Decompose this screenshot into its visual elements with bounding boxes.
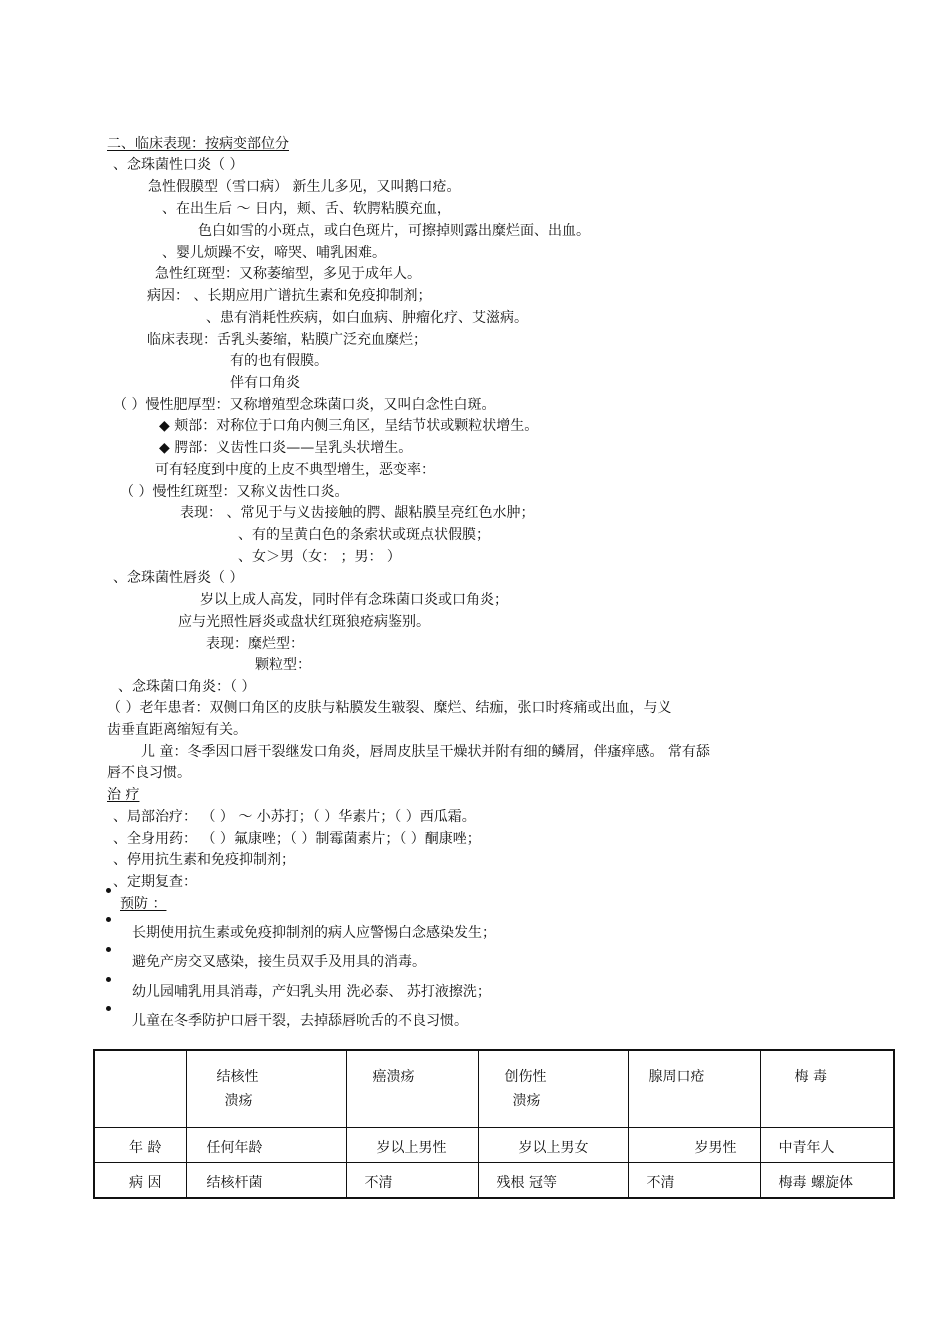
text-line: 唇不良习惯。 xyxy=(107,765,191,781)
text-line: 有的也有假膜。 xyxy=(230,353,328,369)
text-line: 、局部治疗： （ ） ～ 小苏打；（ ）华素片；（ ）西瓜霜。 xyxy=(113,809,476,825)
table-header-cell: 梅 毒 xyxy=(760,1050,894,1128)
table-row xyxy=(94,1128,894,1163)
text-line: 病因： 、长期应用广谱抗生素和免疫抑制剂； xyxy=(147,288,432,304)
text-line: 、婴儿烦躁不安，啼哭、哺乳困难。 xyxy=(162,245,386,261)
comparison-table xyxy=(93,1049,895,1199)
table-cell: 不清 xyxy=(628,1163,760,1199)
text-line: 长期使用抗生素或免疫抑制剂的病人应警惕白念感染发生； xyxy=(132,925,496,941)
text-line: 、有的呈黄白色的条索状或斑点状假膜； xyxy=(238,527,490,543)
text-line: 齿垂直距离缩短有关。 xyxy=(107,722,247,738)
text-line: 急性红斑型：又称萎缩型，多见于成年人。 xyxy=(155,266,421,282)
text-line: 、停用抗生素和免疫抑制剂； xyxy=(113,852,295,868)
treatment-heading: 治 疗 xyxy=(107,787,140,803)
table-cell: 梅毒 螺旋体 xyxy=(760,1163,894,1199)
table-cell: 年 龄 xyxy=(94,1128,186,1163)
text-line: 、念珠菌性口炎（ ） xyxy=(113,157,244,173)
table-cell: 残根 冠等 xyxy=(478,1163,628,1199)
table-cell: 不清 xyxy=(346,1163,478,1199)
section-heading: 二、临床表现：按病变部位分 xyxy=(107,136,289,152)
text-line: 颗粒型： xyxy=(255,657,311,673)
text-line: ◆ 颊部：对称位于口角内侧三角区，呈结节状或颗粒状增生。 xyxy=(159,418,539,434)
text-line: 可有轻度到中度的上皮不典型增生，恶变率： xyxy=(155,462,435,478)
text-line: 色白如雪的小斑点，或白色斑片，可擦掉则露出糜烂面、出血。 xyxy=(198,223,590,239)
text-line: 、女＞男（女： ；男： ） xyxy=(238,549,401,565)
table-cell xyxy=(94,1050,186,1128)
text-line: 、念珠菌性唇炎（ ） xyxy=(113,570,244,586)
text-line: 、念珠菌口角炎：（ ） xyxy=(118,679,256,695)
table-header-cell: 结核性 溃疡 xyxy=(186,1050,346,1128)
table-header-cell: 创伤性 溃疡 xyxy=(478,1050,628,1128)
bullet-dot xyxy=(106,947,111,952)
text-line: 伴有口角炎 xyxy=(230,375,300,391)
bullet-dot xyxy=(106,888,111,893)
table-row xyxy=(94,1163,894,1199)
table-header-cell: 腺周口疮 xyxy=(628,1050,760,1128)
text-line: 应与光照性唇炎或盘状红斑狼疮病鉴别。 xyxy=(178,614,430,630)
text-line: （ ）慢性肥厚型：又称增殖型念珠菌口炎，又叫白念性白斑。 xyxy=(113,397,496,413)
text-line: （ ）老年患者：双侧口角区的皮肤与粘膜发生皲裂、糜烂、结痂，张口时疼痛或出血，与义 xyxy=(107,700,672,716)
text-line: 表现：糜烂型： xyxy=(206,636,304,652)
text-line: 岁以上成人高发，同时伴有念珠菌口炎或口角炎； xyxy=(200,592,508,608)
table-cell: 岁以上男性 xyxy=(346,1128,478,1163)
text-line: 、定期复查： xyxy=(113,874,197,890)
bullet-dot xyxy=(106,1006,111,1011)
text-line: 、患有消耗性疾病，如白血病、肿瘤化疗、艾滋病。 xyxy=(206,310,528,326)
table-cell: 病 因 xyxy=(94,1163,186,1199)
text-line: 急性假膜型（雪口病） 新生儿多见，又叫鹅口疮。 xyxy=(148,179,461,195)
text-line: ◆ 腭部：义齿性口炎——呈乳头状增生。 xyxy=(159,440,413,456)
text-line: 儿童在冬季防护口唇干裂，去掉舔唇吮舌的不良习惯。 xyxy=(132,1013,468,1029)
text-line: （ ）慢性红斑型：又称义齿性口炎。 xyxy=(120,484,349,500)
table-cell: 任何年龄 xyxy=(186,1128,346,1163)
prevention-heading: 预防 ： xyxy=(120,896,167,912)
table-header-row xyxy=(94,1050,894,1128)
bullet-dot xyxy=(106,977,111,982)
text-line: 、全身用药： （ ）氟康唑；（ ）制霉菌素片；（ ）酮康唑； xyxy=(113,831,481,847)
table-cell: 中青年人 xyxy=(760,1128,894,1163)
text-line: 儿 童：冬季因口唇干裂继发口角炎，唇周皮肤呈干燥状并附有细的鳞屑，伴瘙痒感。 常有舔 xyxy=(141,744,710,760)
table-cell: 岁以上男女 xyxy=(478,1128,628,1163)
text-line: 表现： 、常见于与义齿接触的腭、龈粘膜呈亮红色水肿； xyxy=(180,505,535,521)
text-line: 幼儿园哺乳用具消毒，产妇乳头用 洗必泰、 苏打液擦洗； xyxy=(132,984,491,1000)
text-line: 、在出生后 ～ 日内，颊、舌、软腭粘膜充血， xyxy=(162,201,451,217)
bullet-dot xyxy=(106,917,111,922)
text-line: 避免产房交叉感染，接生员双手及用具的消毒。 xyxy=(132,954,426,970)
table-cell: 岁男性 xyxy=(628,1128,760,1163)
text-line: 临床表现：舌乳头萎缩，粘膜广泛充血糜烂； xyxy=(147,332,427,348)
table-header-cell: 癌溃疡 xyxy=(346,1050,478,1128)
table-cell: 结核杆菌 xyxy=(186,1163,346,1199)
